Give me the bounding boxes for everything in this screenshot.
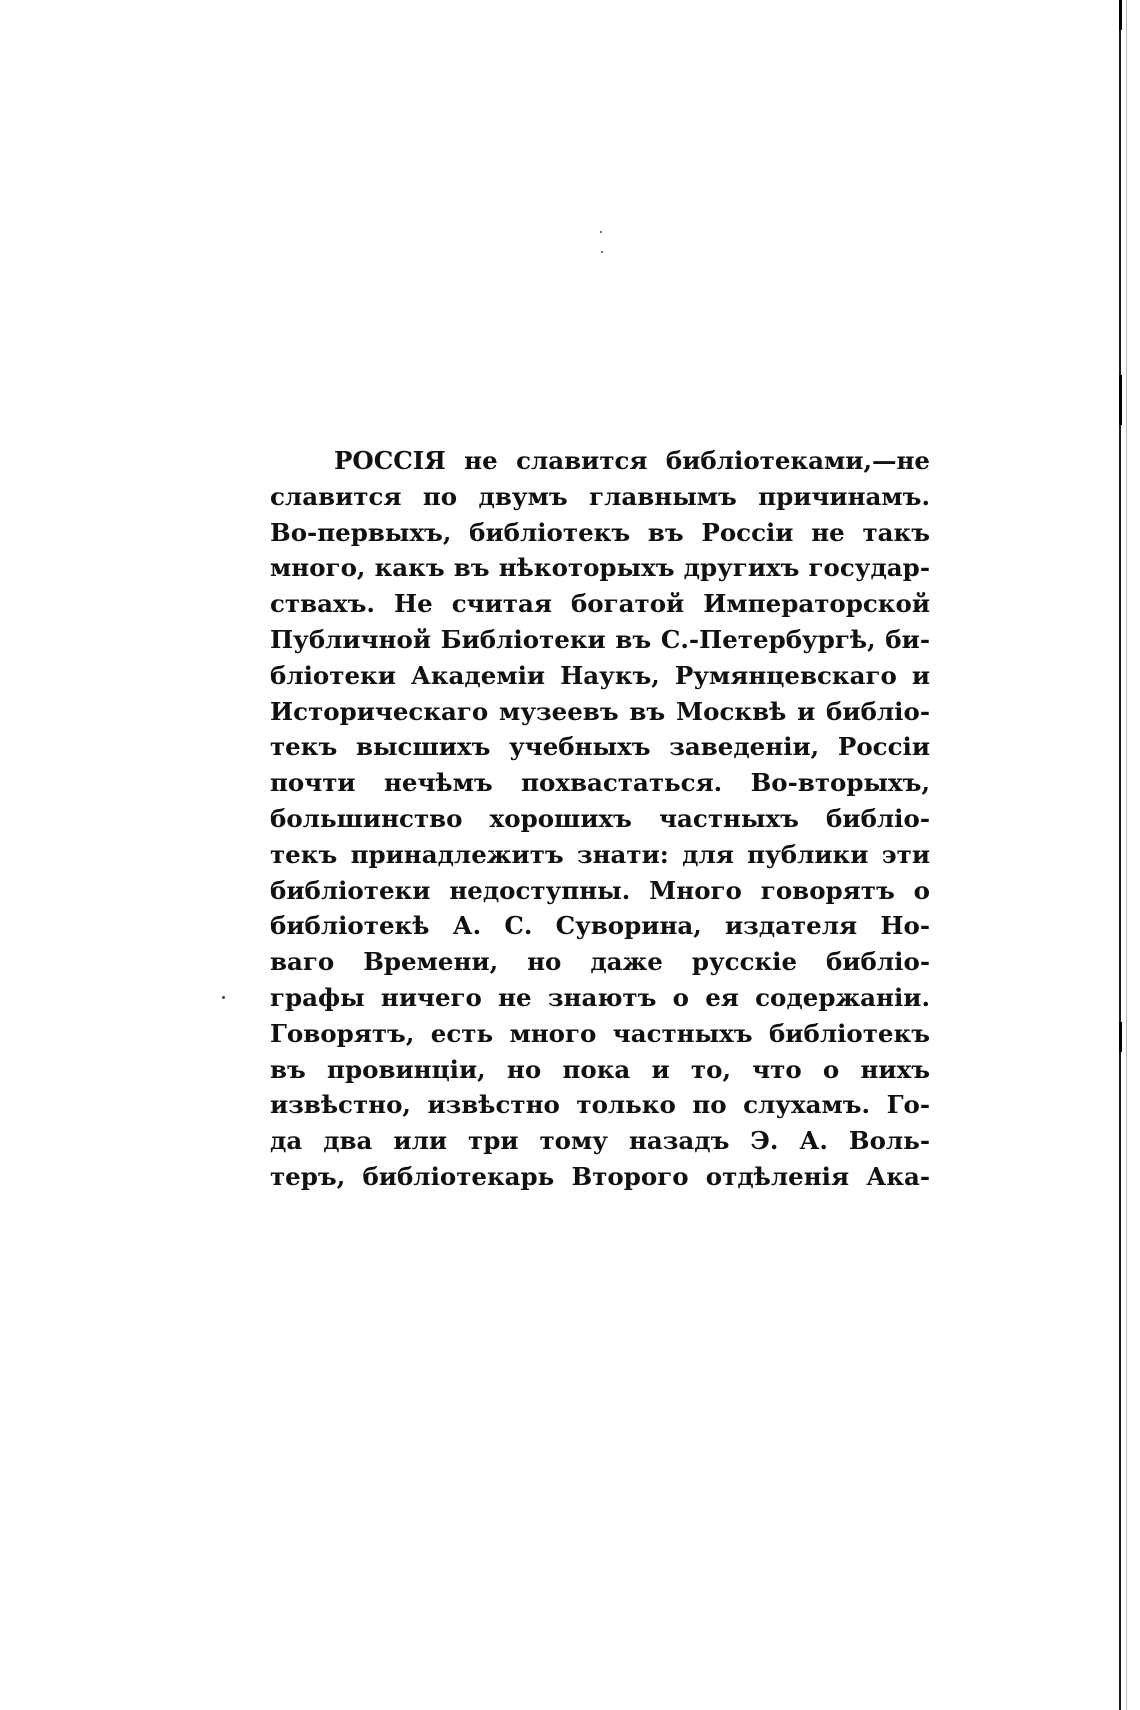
text-line: большинство хорошихъ частныхъ библіо- bbox=[270, 803, 930, 833]
page-edge-mark bbox=[1119, 0, 1122, 30]
page-edge-mark bbox=[1119, 375, 1122, 425]
text-line: извѣстно, извѣстно только по слухамъ. Го- bbox=[270, 1090, 930, 1120]
page-edge-shadow bbox=[1126, 0, 1127, 1710]
text-line: РОССІЯ не славится библіотеками,—не bbox=[334, 446, 930, 475]
scan-speck bbox=[601, 251, 603, 253]
body-paragraph bbox=[270, 443, 930, 1195]
text-line: Публичной Библіотеки въ С.-Петербургѣ, би- bbox=[270, 624, 930, 654]
text-line: да два или три тому назадъ Э. А. Воль- bbox=[270, 1126, 930, 1156]
text-line: Говорятъ, есть много частныхъ библіотекъ bbox=[270, 1018, 930, 1048]
text-line: ствахъ. Не считая богатой Императорской bbox=[270, 589, 930, 619]
text-line: много, какъ въ нѣкоторыхъ другихъ государ- bbox=[270, 553, 930, 583]
page-edge-line bbox=[1119, 0, 1121, 1710]
text-line: въ провинціи, но пока и то, что о нихъ bbox=[270, 1054, 930, 1084]
text-line: графы ничего не знаютъ о ея содержаніи. bbox=[270, 982, 930, 1012]
text-line: Историческаго музеевъ въ Москвѣ и библіо- bbox=[270, 696, 930, 726]
text-line: бліотеки Академіи Наукъ, Румянцевскаго и bbox=[270, 660, 930, 690]
scan-speck bbox=[600, 231, 602, 233]
text-line: библіотеки недоступны. Много говорятъ о bbox=[270, 875, 930, 905]
text-line: текъ принадлежитъ знати: для публики эти bbox=[270, 839, 930, 869]
text-line: библіотекѣ А. С. Суворина, издателя Но- bbox=[270, 911, 930, 941]
scan-speck bbox=[222, 996, 225, 999]
page-edge-mark bbox=[1119, 1022, 1122, 1052]
text-line: Во-первыхъ, библіотекъ въ Россіи не такъ bbox=[270, 517, 930, 547]
text-line: славится по двумъ главнымъ причинамъ. bbox=[270, 481, 930, 511]
text-line: ваго Времени, но даже русскіе библіо- bbox=[270, 947, 930, 977]
text-line: теръ, библіотекарь Второго отдѣленія Ака- bbox=[270, 1161, 930, 1191]
text-line: почти нечѣмъ похвастаться. Во-вторыхъ, bbox=[270, 768, 930, 798]
text-line: текъ высшихъ учебныхъ заведеніи, Россіи bbox=[270, 732, 930, 762]
